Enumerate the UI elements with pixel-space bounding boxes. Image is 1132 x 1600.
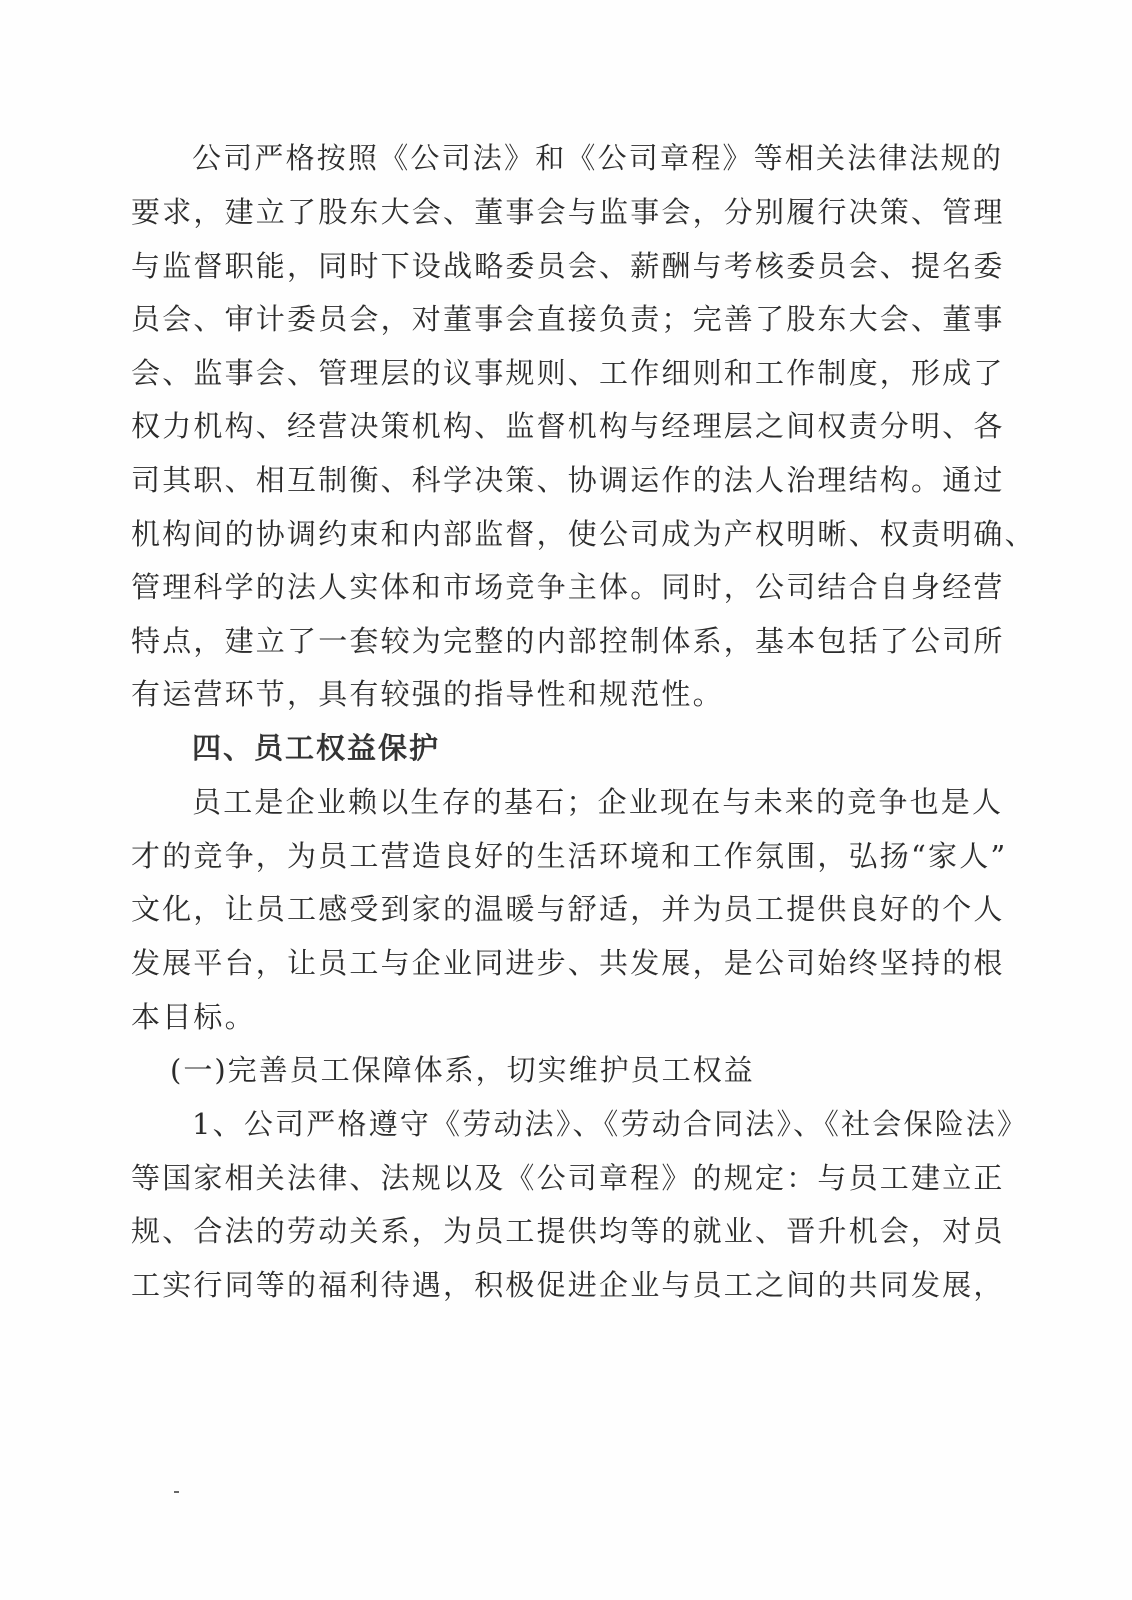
paragraph-line: 有运营环节，具有较强的指导性和规范性。 [131,677,724,711]
paragraph-line: 特点，建立了一套较为完整的内部控制体系，基本包括了公司所 [131,624,1005,658]
paragraph-line: 员工是企业赖以生存的基石；企业现在与未来的竞争也是人 [192,785,1004,819]
paragraph-line: 权力机构、经营决策机构、监督机构与经理层之间权责分明、各 [131,409,1005,443]
paragraph-line: 公司严格按照《公司法》和《公司章程》等相关法律法规的 [192,141,1004,175]
paragraph-line: 要求，建立了股东大会、董事会与监事会，分别履行决策、管理 [131,195,1005,229]
scan-artifact [174,1491,179,1493]
paragraph-line: 机构间的协调约束和内部监督，使公司成为产权明晰、权责明确、 [131,517,1036,551]
paragraph-line: 管理科学的法人实体和市场竞争主体。同时，公司结合自身经营 [131,570,1005,604]
paragraph-line: 规、合法的劳动关系，为员工提供均等的就业、晋升机会，对员 [131,1214,1005,1248]
paragraph-line: 司其职、相互制衡、科学决策、协调运作的法人治理结构。通过 [131,463,1005,497]
paragraph-line: 发展平台，让员工与企业同进步、共发展，是公司始终坚持的根 [131,946,1005,980]
section-heading: 四、员工权益保护 [192,731,441,765]
paragraph-line: 本目标。 [131,1000,256,1034]
paragraph-line: 1、公司严格遵守《劳动法》、《劳动合同法》、《社会保险法》 [192,1107,1029,1141]
paragraph-line: 文化，让员工感受到家的温暖与舒适，并为员工提供良好的个人 [131,892,1005,926]
paragraph-line: 等国家相关法律、法规以及《公司章程》的规定：与员工建立正 [131,1161,1005,1195]
paragraph-line: 才的竞争，为员工营造良好的生活环境和工作氛围，弘扬“家人” [131,839,1008,873]
paragraph-line: 员会、审计委员会，对董事会直接负责；完善了股东大会、董事 [131,302,1005,336]
paragraph-line: 会、监事会、管理层的议事规则、工作细则和工作制度，形成了 [131,356,1005,390]
paragraph-line: 工实行同等的福利待遇，积极促进企业与员工之间的共同发展， [131,1268,1005,1302]
subsection-heading: (一)完善员工保障体系，切实维护员工权益 [170,1053,755,1087]
paragraph-line: 与监督职能，同时下设战略委员会、薪酬与考核委员会、提名委 [131,249,1005,283]
